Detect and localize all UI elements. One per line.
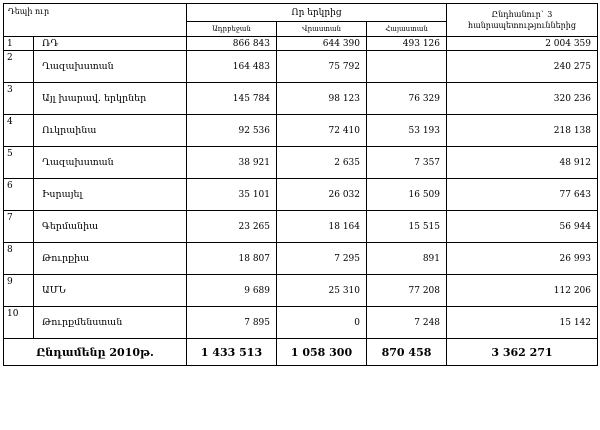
row-azerbaijan-value: 9 689	[187, 275, 277, 307]
row-number: 8	[4, 243, 34, 275]
grand-total-value: 3 362 271	[447, 339, 598, 366]
row-georgia-value: 0	[277, 307, 367, 339]
table-row	[4, 115, 598, 147]
table-row	[4, 211, 598, 243]
row-country: Թուրքիա	[34, 243, 187, 275]
row-number: 1	[4, 37, 34, 51]
row-armenia-value: 891	[367, 243, 447, 275]
row-number: 2	[4, 51, 34, 83]
row-armenia-value: 16 509	[367, 179, 447, 211]
row-country: Գերմանիա	[34, 211, 187, 243]
row-georgia-value: 7 295	[277, 243, 367, 275]
row-number: 9	[4, 275, 34, 307]
header-row-top	[4, 4, 598, 22]
row-georgia-value: 25 310	[277, 275, 367, 307]
row-country: Իսրայել	[34, 179, 187, 211]
row-armenia-value: 493 126	[367, 37, 447, 51]
table-row	[4, 179, 598, 211]
row-total-value: 26 993	[447, 243, 598, 275]
header-armenia: Հայաստան	[367, 22, 447, 37]
row-country: Ուկրաինա	[34, 115, 187, 147]
table-row	[4, 147, 598, 179]
total-georgia-value: 1 058 300	[277, 339, 367, 366]
table-row	[4, 243, 598, 275]
table-row	[4, 275, 598, 307]
table-body	[4, 4, 598, 366]
row-azerbaijan-value: 35 101	[187, 179, 277, 211]
row-georgia-value: 18 164	[277, 211, 367, 243]
row-armenia-value: 77 208	[367, 275, 447, 307]
row-total-value: 2 004 359	[447, 37, 598, 51]
row-azerbaijan-value: 18 807	[187, 243, 277, 275]
row-number: 4	[4, 115, 34, 147]
row-azerbaijan-value: 145 784	[187, 83, 277, 115]
table-row	[4, 83, 598, 115]
row-azerbaijan-value: 38 921	[187, 147, 277, 179]
total-row-label: Ընդամենը 2010թ.	[4, 339, 187, 366]
table-row	[4, 37, 598, 51]
table-row	[4, 307, 598, 339]
header-georgia: Վրաստան	[277, 22, 367, 37]
row-azerbaijan-value: 23 265	[187, 211, 277, 243]
total-azerbaijan-value: 1 433 513	[187, 339, 277, 366]
row-number: 10	[4, 307, 34, 339]
total-row	[4, 339, 598, 366]
row-georgia-value: 98 123	[277, 83, 367, 115]
row-georgia-value: 26 032	[277, 179, 367, 211]
row-country: ԱՄՆ	[34, 275, 187, 307]
table-row	[4, 51, 598, 83]
row-total-value: 240 275	[447, 51, 598, 83]
row-country: Այլ խարավ. երկրներ	[34, 83, 187, 115]
row-total-value: 112 206	[447, 275, 598, 307]
row-number: 6	[4, 179, 34, 211]
row-total-value: 77 643	[447, 179, 598, 211]
row-georgia-value: 75 792	[277, 51, 367, 83]
row-total-value: 48 912	[447, 147, 598, 179]
row-country: ՌԴ	[34, 37, 187, 51]
row-georgia-value: 2 635	[277, 147, 367, 179]
row-total-value: 56 944	[447, 211, 598, 243]
row-armenia-value: 7 248	[367, 307, 447, 339]
row-azerbaijan-value: 7 895	[187, 307, 277, 339]
row-azerbaijan-value: 164 483	[187, 51, 277, 83]
row-number: 5	[4, 147, 34, 179]
row-total-value: 320 236	[447, 83, 598, 115]
header-from-country: Որ երկրից	[187, 4, 447, 22]
row-country: Ղազախստան	[34, 147, 187, 179]
row-armenia-value	[367, 51, 447, 83]
row-armenia-value: 76 329	[367, 83, 447, 115]
header-country: Դեպի ուր	[4, 4, 187, 37]
row-country: Ղազախստան	[34, 51, 187, 83]
row-country: Թուրքմենստան	[34, 307, 187, 339]
row-number: 3	[4, 83, 34, 115]
row-total-value: 218 138	[447, 115, 598, 147]
row-georgia-value: 644 390	[277, 37, 367, 51]
row-armenia-value: 53 193	[367, 115, 447, 147]
header-total: Ընդհանուր` 3 հանրապետություններից	[447, 4, 598, 37]
row-total-value: 15 142	[447, 307, 598, 339]
migration-table	[3, 3, 598, 366]
total-armenia-value: 870 458	[367, 339, 447, 366]
header-azerbaijan: Ադրբեջան	[187, 22, 277, 37]
row-armenia-value: 15 515	[367, 211, 447, 243]
row-armenia-value: 7 357	[367, 147, 447, 179]
row-azerbaijan-value: 92 536	[187, 115, 277, 147]
row-georgia-value: 72 410	[277, 115, 367, 147]
row-number: 7	[4, 211, 34, 243]
row-azerbaijan-value: 866 843	[187, 37, 277, 51]
